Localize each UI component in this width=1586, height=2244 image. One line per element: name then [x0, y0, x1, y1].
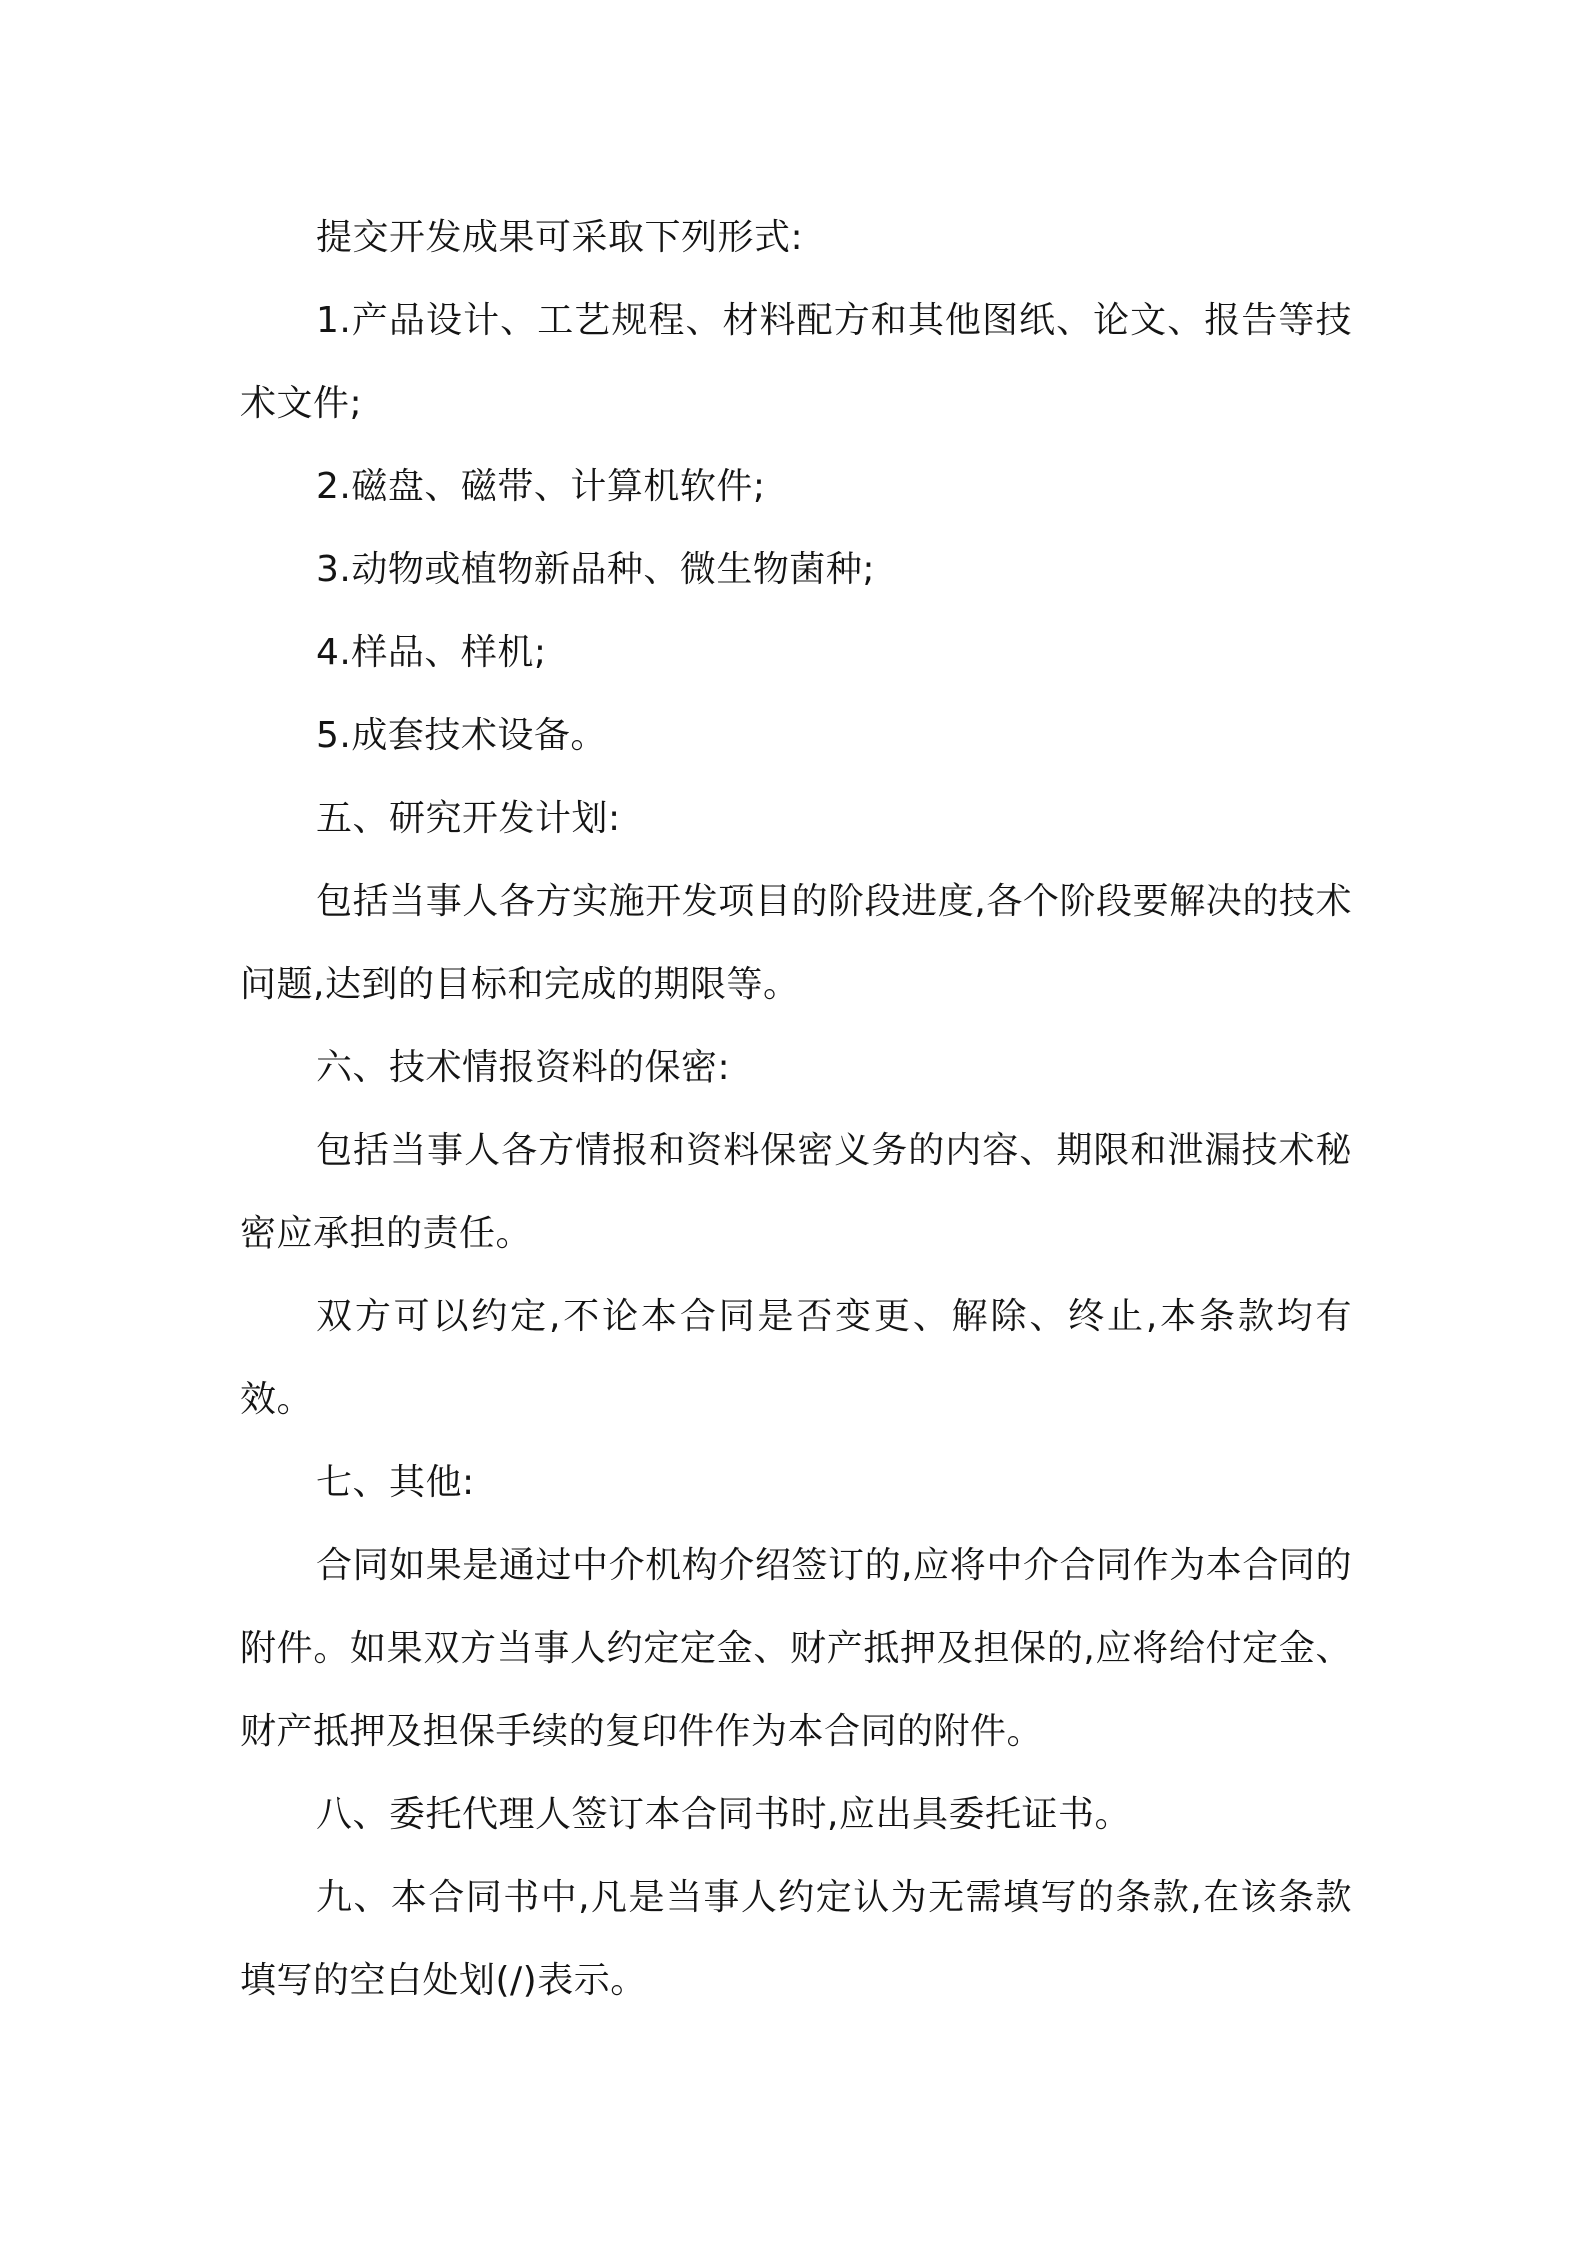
document-body — [240, 196, 1352, 2022]
list-item-4: 4.样品、样机; — [316, 632, 547, 673]
paragraph-other: 合同如果是通过中介机构介绍签订的,应将中介合同作为本合同的附件。如果双方当事人约定定金、财产抵押及担保的,应将给付定金、财产抵押及担保手续的复印件作为本合同的附件。 — [240, 1545, 1352, 1752]
section-heading-8: 八、委托代理人签订本合同书时,应出具委托证书。 — [316, 1794, 1131, 1835]
list-item-5: 5.成套技术设备。 — [316, 715, 607, 756]
section-heading-5: 五、研究开发计划: — [316, 798, 621, 839]
section-heading-9: 九、本合同书中,凡是当事人约定认为无需填写的条款,在该条款填写的空白处划(/)表示。 — [240, 1877, 1352, 2001]
list-item-2: 2.磁盘、磁带、计算机软件; — [316, 466, 766, 507]
paragraph-confidentiality: 包括当事人各方情报和资料保密义务的内容、期限和泄漏技术秘密应承担的责任。 — [240, 1130, 1352, 1254]
section-heading-7: 七、其他: — [316, 1462, 475, 1503]
list-item-1: 1.产品设计、工艺规程、材料配方和其他图纸、论文、报告等技术文件; — [240, 300, 1352, 424]
paragraph-submission-forms: 提交开发成果可采取下列形式: — [316, 217, 804, 258]
paragraph-validity: 双方可以约定,不论本合同是否变更、解除、终止,本条款均有效。 — [240, 1296, 1352, 1420]
section-heading-6: 六、技术情报资料的保密: — [316, 1047, 731, 1088]
list-item-3: 3.动物或植物新品种、微生物菌种; — [316, 549, 875, 590]
paragraph-rd-plan: 包括当事人各方实施开发项目的阶段进度,各个阶段要解决的技术问题,达到的目标和完成的期限等。 — [240, 881, 1352, 1005]
